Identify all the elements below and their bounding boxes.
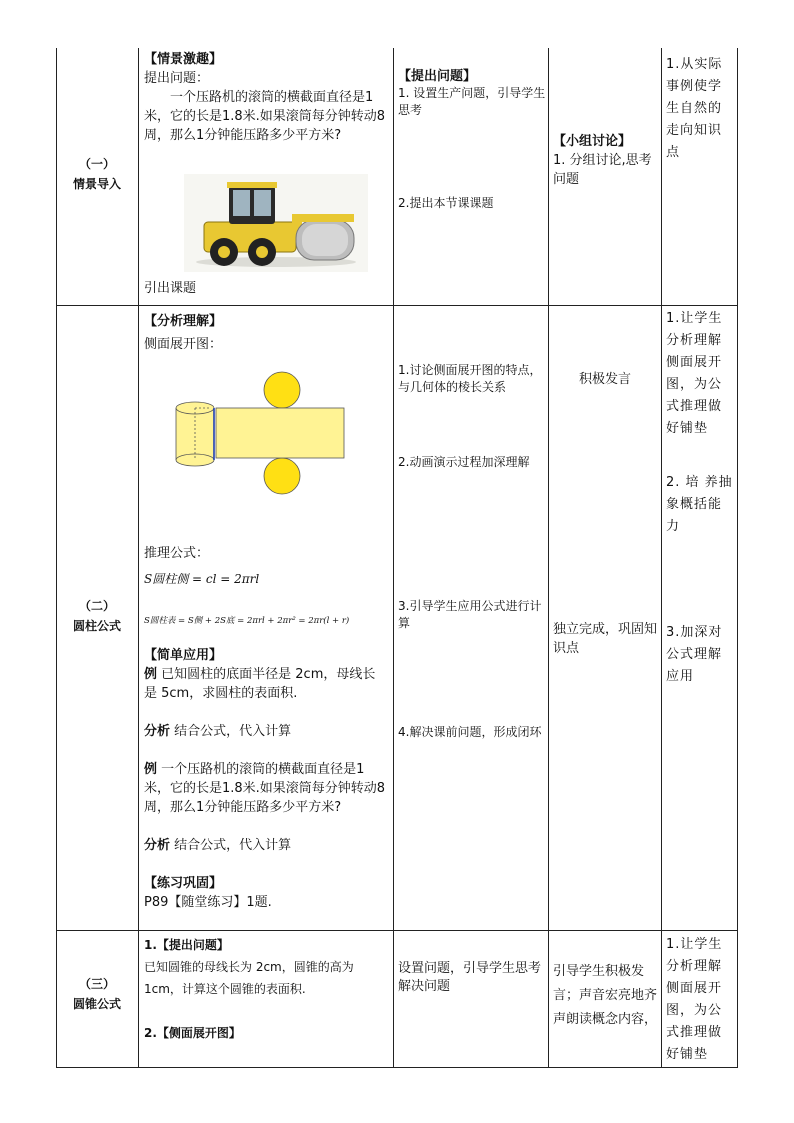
analysis-label: 分析 — [144, 724, 171, 739]
problem-text: 一个压路机的滚筒的横截面直径是1米，它的长是1.8米.如果滚筒每分钟转动8周，那么1分钟能压路多少平方米? — [144, 90, 386, 143]
table-border-left — [56, 48, 57, 1068]
cylinder-net-diagram — [168, 368, 358, 498]
table-border-bottom — [56, 1067, 738, 1068]
purpose-cell: 1.从实际事例使学生自然的走向知识点 — [666, 57, 723, 160]
purpose-item: 2. 培 养抽象概括能力 — [666, 475, 733, 534]
road-roller-image — [184, 174, 368, 272]
content-cell — [144, 50, 388, 145]
teacher-item: 3.引导学生应用公式进行计算 — [398, 599, 542, 630]
example-text: 已知圆柱的底面半径是 2cm，母线长是 5cm，求圆柱的表面积. — [144, 667, 376, 701]
teacher-cell: 设置问题，引导学生思考解决问题 — [398, 961, 542, 994]
surface-area-formula: S圆柱表 = S侧 + 2S底 = 2πrl + 2πr² = 2πr(l + r) — [144, 616, 350, 626]
stage-name: 情景导入 — [72, 177, 121, 191]
stage-number: （一） — [78, 157, 115, 171]
section-heading: 2.【侧面展开图】 — [144, 1026, 241, 1040]
content-cell — [144, 312, 388, 354]
purpose-item: 3.加深对公式理解应用 — [666, 625, 723, 684]
content-cell — [144, 934, 388, 1044]
student-item: 1. 分组讨论,思考问题 — [553, 153, 652, 187]
section-heading: 【情景激趣】 — [144, 52, 223, 67]
lesson-plan-table — [56, 48, 738, 1068]
purpose-item: 1.让学生分析理解侧面展开图，为公式推理做好铺垫 — [666, 311, 723, 436]
table-border-right — [737, 48, 738, 1068]
student-item: 积极发言 — [578, 372, 631, 387]
teacher-cell — [398, 68, 546, 119]
stage-label — [56, 154, 138, 194]
application-block — [144, 646, 388, 912]
stage-label — [56, 974, 138, 1014]
example-text: 一个压路机的滚筒的横截面直径是1米，它的长是1.8米.如果滚筒每分钟转动8周，那么1分钟能压路多少平方米? — [144, 762, 386, 815]
teacher-item: 1.讨论侧面展开图的特点，与几何体的棱长关系 — [398, 363, 542, 394]
example-label: 例 — [144, 762, 158, 777]
example-label: 例 — [144, 667, 158, 682]
stage-name: 圆锥公式 — [72, 997, 121, 1011]
content-ending: 引出课题 — [144, 281, 197, 296]
problem-text: 已知圆锥的母线长为 2cm，圆锥的高为 1cm，计算这个圆锥的表面积. — [144, 960, 354, 996]
road-roller-icon — [184, 174, 368, 272]
student-heading: 【小组讨论】 — [553, 134, 632, 149]
stage-number: （二） — [78, 599, 115, 613]
teacher-item: 1. 设置生产问题，引导学生思考 — [398, 86, 546, 117]
unfold-label: 侧面展开图： — [144, 337, 223, 352]
analysis-label: 分析 — [144, 838, 171, 853]
column-divider — [548, 48, 549, 1068]
practice-text: P89【随堂练习】1题. — [144, 895, 272, 910]
analysis-text: 结合公式，代入计算 — [170, 724, 292, 739]
row-divider — [56, 930, 738, 931]
student-cell — [553, 132, 657, 189]
student-cell: 引导学生积极发言；声音宏亮地齐声朗读概念内容， — [553, 964, 658, 1027]
teacher-item: 2.提出本节课课题 — [398, 196, 494, 210]
intro-text: 提出问题： — [144, 71, 210, 86]
teacher-heading: 【提出问题】 — [398, 69, 477, 84]
analysis-text: 结合公式，代入计算 — [170, 838, 292, 853]
teacher-item: 4.解决课前问题，形成闭环 — [398, 725, 542, 739]
column-divider — [138, 48, 139, 1068]
stage-number: （三） — [78, 977, 115, 991]
lateral-area-formula: S圆柱侧 = cl = 2πrl — [144, 572, 260, 586]
row-divider — [56, 305, 738, 306]
cylinder-unfold-icon — [168, 368, 358, 498]
section-heading: 【简单应用】 — [144, 648, 223, 663]
section-heading: 【分析理解】 — [144, 314, 223, 329]
purpose-cell: 1.让学生分析理解侧面展开图，为公式推理做好铺垫 — [666, 937, 723, 1062]
stage-label — [56, 596, 138, 636]
teacher-item: 2.动画演示过程加深理解 — [398, 455, 530, 469]
section-heading: 【练习巩固】 — [144, 876, 223, 891]
column-divider — [393, 48, 394, 1068]
column-divider — [661, 48, 662, 1068]
section-heading: 1.【提出问题】 — [144, 938, 229, 952]
derive-label: 推理公式： — [144, 546, 210, 561]
student-item: 独立完成，巩固知识点 — [553, 622, 658, 656]
stage-name: 圆柱公式 — [72, 619, 121, 633]
